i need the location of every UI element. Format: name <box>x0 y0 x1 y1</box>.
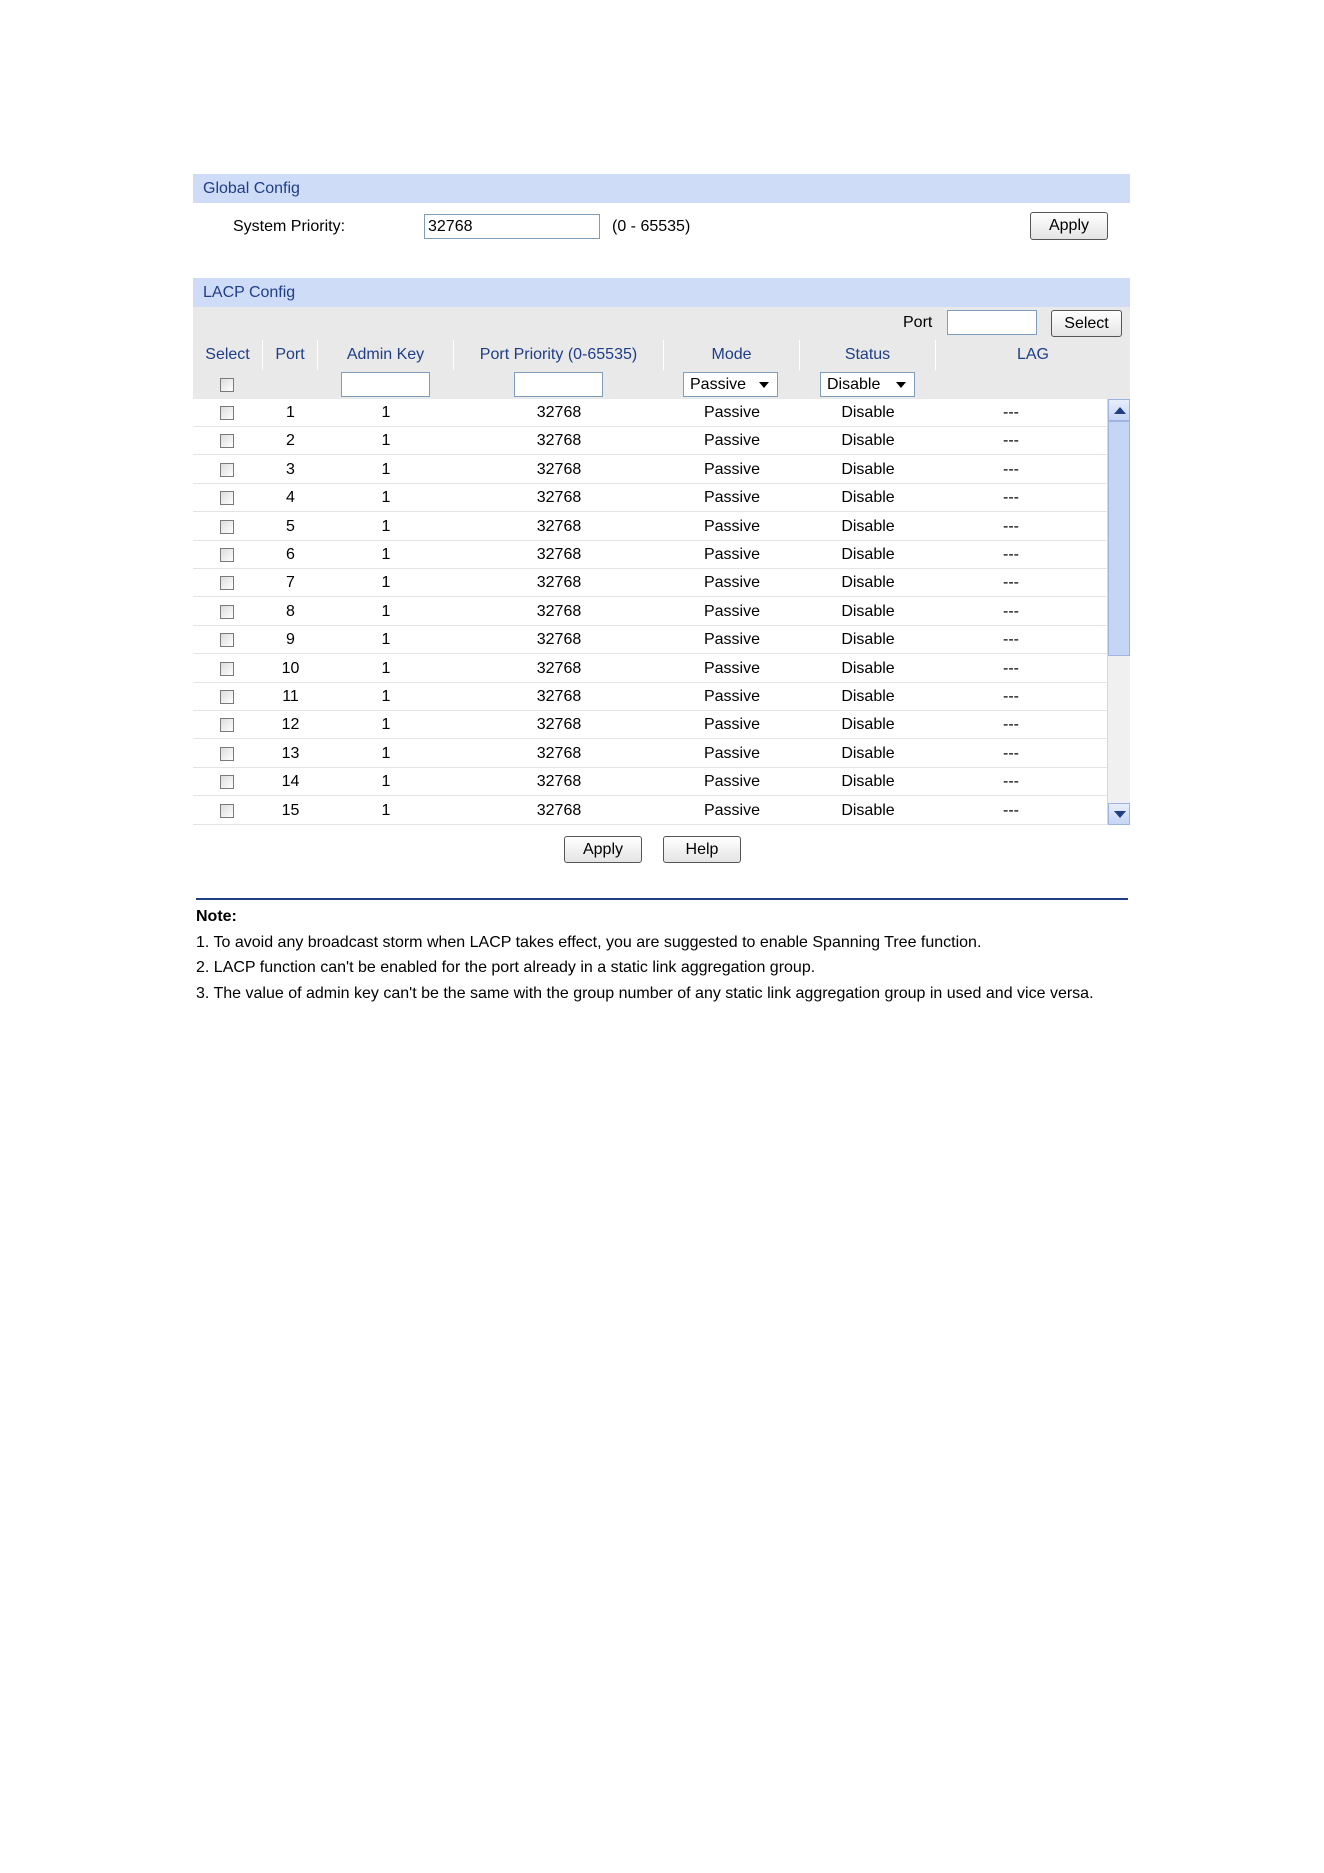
mode-cell: Passive <box>703 517 761 535</box>
system-priority-range: (0 - 65535) <box>612 218 691 235</box>
lag-cell: --- <box>1003 404 1019 421</box>
table-row <box>193 797 1107 825</box>
admin-key-cell: 1 <box>381 546 391 563</box>
port-cell: 13 <box>281 744 300 762</box>
mode-cell: Passive <box>703 631 761 649</box>
note-line-1: 1. To avoid any broadcast storm when LACP takes effect, you are suggested to enable Spanning Tree function. <box>196 934 982 951</box>
row-select-checkbox[interactable] <box>220 718 234 732</box>
column-header-select: Select <box>193 340 263 370</box>
mode-filter-value: Passive <box>690 376 747 393</box>
arrow-down-icon <box>1114 811 1126 818</box>
system-priority-input[interactable] <box>424 214 600 239</box>
row-select-checkbox[interactable] <box>220 548 234 562</box>
note-title: Note: <box>196 908 237 925</box>
row-select-checkbox[interactable] <box>220 633 234 647</box>
port-cell: 3 <box>286 460 295 478</box>
port-cell: 6 <box>286 546 295 563</box>
mode-cell: Passive <box>703 801 761 819</box>
lag-cell: --- <box>1003 489 1019 507</box>
mode-cell: Passive <box>703 432 761 450</box>
table-row <box>193 711 1107 739</box>
status-cell: Disable <box>841 716 895 734</box>
table-row <box>193 399 1107 427</box>
lag-cell: --- <box>1003 716 1019 734</box>
port-priority-cell: 32768 <box>536 489 582 507</box>
lag-cell: --- <box>1003 744 1019 762</box>
status-cell: Disable <box>841 546 895 563</box>
status-cell: Disable <box>841 404 895 421</box>
port-cell: 4 <box>286 489 295 507</box>
admin-key-cell: 1 <box>381 602 391 620</box>
port-cell: 15 <box>281 801 300 819</box>
status-cell: Disable <box>841 517 895 535</box>
admin-key-cell: 1 <box>381 801 391 819</box>
port-cell: 2 <box>286 432 295 450</box>
status-cell: Disable <box>841 659 895 677</box>
column-header-status: Status <box>800 340 936 370</box>
scroll-down-button[interactable] <box>1108 803 1130 825</box>
note-divider <box>196 898 1128 900</box>
port-search-label: Port <box>903 314 933 331</box>
admin-key-cell: 1 <box>381 460 391 478</box>
mode-filter-select[interactable] <box>683 372 778 397</box>
status-cell: Disable <box>841 631 895 649</box>
lag-cell: --- <box>1003 546 1019 563</box>
row-select-checkbox[interactable] <box>220 463 234 477</box>
port-cell: 14 <box>281 773 300 791</box>
status-cell: Disable <box>841 688 895 705</box>
note-line-2: 2. LACP function can't be enabled for the port already in a static link aggregation group. <box>196 959 816 976</box>
chevron-down-icon <box>896 382 906 388</box>
lag-cell: --- <box>1003 460 1019 478</box>
table-row <box>193 683 1107 711</box>
lag-cell: --- <box>1003 432 1019 450</box>
lag-cell: --- <box>1003 631 1019 649</box>
global-config-title: Global Config <box>203 180 300 197</box>
scroll-up-button[interactable] <box>1108 399 1130 421</box>
status-filter-select[interactable] <box>820 372 915 397</box>
port-priority-cell: 32768 <box>536 659 582 677</box>
port-priority-cell: 32768 <box>536 517 582 535</box>
mode-cell: Passive <box>703 489 761 507</box>
lag-cell: --- <box>1003 602 1019 620</box>
mode-cell: Passive <box>703 688 761 705</box>
row-select-checkbox[interactable] <box>220 406 234 420</box>
lag-cell: --- <box>1003 773 1019 791</box>
scroll-thumb[interactable] <box>1108 421 1130 656</box>
row-select-checkbox[interactable] <box>220 576 234 590</box>
row-select-checkbox[interactable] <box>220 775 234 789</box>
port-cell: 10 <box>281 659 300 677</box>
row-select-checkbox[interactable] <box>220 434 234 448</box>
port-priority-cell: 32768 <box>536 801 582 819</box>
row-select-checkbox[interactable] <box>220 520 234 534</box>
table-row <box>193 626 1107 654</box>
port-priority-cell: 32768 <box>536 716 582 734</box>
table-row <box>193 598 1107 626</box>
status-cell: Disable <box>841 489 895 507</box>
admin-key-cell: 1 <box>381 659 391 677</box>
admin-key-cell: 1 <box>381 574 391 592</box>
admin-key-cell: 1 <box>381 432 391 450</box>
lag-cell: --- <box>1003 659 1019 677</box>
lacp-config-title: LACP Config <box>203 284 296 301</box>
admin-key-cell: 1 <box>381 716 391 734</box>
admin-key-cell: 1 <box>381 631 391 649</box>
global-config-header <box>193 174 1130 203</box>
global-apply-button[interactable]: Apply <box>1030 212 1108 240</box>
row-select-checkbox[interactable] <box>220 491 234 505</box>
port-cell: 11 <box>282 688 299 705</box>
column-header-lag: LAG <box>1016 346 1049 363</box>
row-select-checkbox[interactable] <box>220 690 234 704</box>
port-cell: 7 <box>286 574 295 592</box>
table-row <box>193 768 1107 796</box>
table-row <box>193 427 1107 455</box>
column-header-mode: Mode <box>664 340 800 370</box>
note-line-3: 3. The value of admin key can't be the same with the group number of any static link aggregation group in used and vice versa. <box>196 985 1094 1002</box>
port-priority-cell: 32768 <box>536 744 582 762</box>
lacp-config-header <box>193 278 1130 307</box>
port-priority-cell: 32768 <box>536 688 582 705</box>
port-priority-cell: 32768 <box>536 602 582 620</box>
port-priority-cell: 32768 <box>536 460 582 478</box>
mode-cell: Passive <box>703 546 761 563</box>
table-row <box>193 569 1107 597</box>
port-priority-cell: 32768 <box>536 546 582 563</box>
system-priority-label: System Priority: <box>233 218 346 235</box>
port-cell: 8 <box>286 602 295 620</box>
status-cell: Disable <box>841 801 895 819</box>
table-scrollbar[interactable] <box>1107 399 1130 825</box>
mode-cell: Passive <box>703 659 761 677</box>
table-row <box>193 655 1107 683</box>
table-row <box>193 740 1107 768</box>
help-button[interactable]: Help <box>663 836 741 863</box>
port-priority-cell: 32768 <box>536 404 582 421</box>
port-priority-cell: 32768 <box>536 773 582 791</box>
mode-cell: Passive <box>703 602 761 620</box>
admin-key-cell: 1 <box>381 489 391 507</box>
mode-cell: Passive <box>703 574 761 592</box>
column-header-admin-key: Admin Key <box>318 340 454 370</box>
mode-cell: Passive <box>703 460 761 478</box>
port-select-button[interactable]: Select <box>1051 310 1122 337</box>
row-select-checkbox[interactable] <box>220 662 234 676</box>
row-select-checkbox[interactable] <box>220 747 234 761</box>
chevron-down-icon <box>759 382 769 388</box>
table-row <box>193 456 1107 484</box>
status-cell: Disable <box>841 602 895 620</box>
lacp-apply-button[interactable]: Apply <box>564 836 642 863</box>
port-cell: 9 <box>286 631 295 649</box>
row-select-checkbox[interactable] <box>220 804 234 818</box>
port-priority-filter-input[interactable] <box>514 372 603 397</box>
port-search-input[interactable] <box>947 310 1037 335</box>
table-row <box>193 513 1107 541</box>
table-row <box>193 484 1107 512</box>
admin-key-cell: 1 <box>381 688 391 705</box>
port-cell: 5 <box>286 517 295 535</box>
status-cell: Disable <box>841 744 895 762</box>
mode-cell: Passive <box>703 744 761 762</box>
port-priority-cell: 32768 <box>536 631 582 649</box>
status-cell: Disable <box>841 574 895 592</box>
arrow-up-icon <box>1114 407 1126 414</box>
admin-key-cell: 1 <box>381 773 391 791</box>
column-header-port: Port <box>263 340 318 370</box>
admin-key-cell: 1 <box>381 744 391 762</box>
status-cell: Disable <box>841 773 895 791</box>
lag-cell: --- <box>1003 801 1019 819</box>
select-all-checkbox[interactable] <box>220 378 234 392</box>
status-filter-value: Disable <box>827 376 881 393</box>
row-select-checkbox[interactable] <box>220 605 234 619</box>
admin-key-filter-input[interactable] <box>341 372 430 397</box>
port-cell: 1 <box>286 404 295 421</box>
lag-cell: --- <box>1003 574 1019 592</box>
admin-key-cell: 1 <box>381 517 391 535</box>
admin-key-cell: 1 <box>381 404 391 421</box>
port-priority-cell: 32768 <box>536 432 582 450</box>
lag-cell: --- <box>1003 517 1019 535</box>
mode-cell: Passive <box>703 773 761 791</box>
port-cell: 12 <box>281 716 300 734</box>
mode-cell: Passive <box>703 404 761 421</box>
column-header-port-priority: Port Priority (0-65535) <box>454 340 664 370</box>
port-priority-cell: 32768 <box>536 574 582 592</box>
table-row <box>193 541 1107 569</box>
mode-cell: Passive <box>703 716 761 734</box>
status-cell: Disable <box>841 460 895 478</box>
lag-cell: --- <box>1003 688 1019 705</box>
status-cell: Disable <box>841 432 895 450</box>
